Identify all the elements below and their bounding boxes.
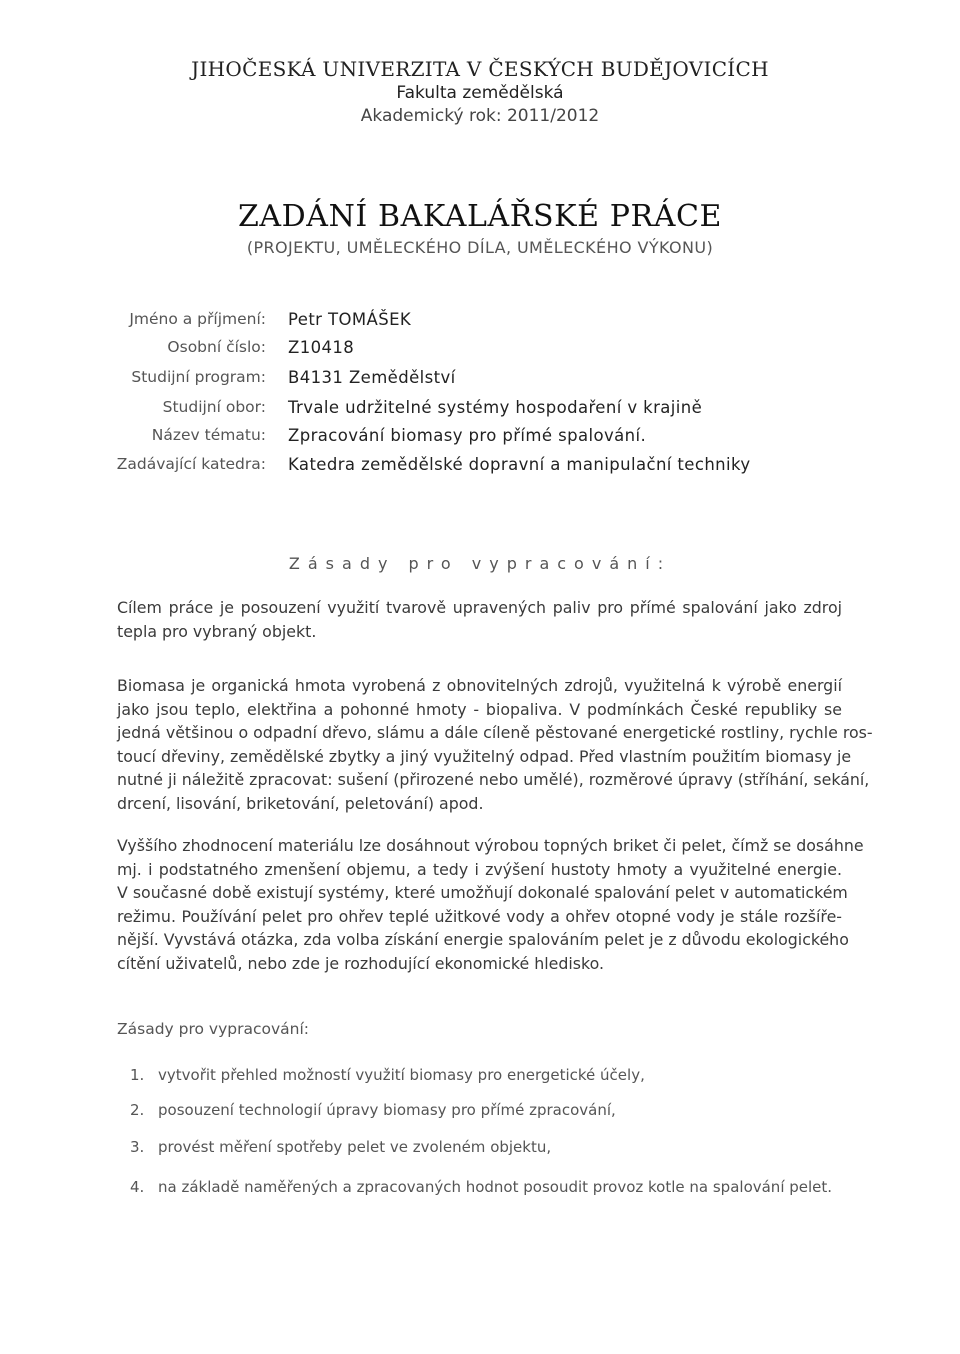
list-item-text: vytvořit přehled možností využití biomasy pro energetické účely, (158, 1066, 645, 1084)
list-item (130, 1101, 616, 1119)
document-title: ZADÁNÍ BAKALÁŘSKÉ PRÁCE (237, 199, 723, 234)
paragraph-line: režimu. Používání pelet pro ohřev teplé užitkové vody a ohřev otopné vody je stále rozšíře- (117, 906, 842, 926)
info-label: Zadávající katedra: (116, 455, 266, 473)
faculty-name: Fakulta zemědělská (396, 83, 564, 103)
paragraph-line: Cílem práce je posouzení využití tvarově upravených paliv pro přímé spalování jako zdroj (117, 598, 842, 617)
paragraph-line: jako jsou teplo, elektřina a pohonné hmoty - biopaliva. V podmínkách České republiky se (117, 699, 842, 719)
list-item-number: 3. (130, 1138, 145, 1156)
paragraph-line: Biomasa je organická hmota vyrobená z obnovitelných zdrojů, využitelná k výrobě energií (117, 676, 842, 695)
document-subtitle: (PROJEKTU, UMĚLECKÉHO DÍLA, UMĚLECKÉHO VÝKONU) (246, 238, 714, 257)
list-item-text: posouzení technologií úpravy biomasy pro přímé zpracování, (158, 1101, 616, 1119)
paragraph-line: V současné době existují systémy, které umožňují dokonalé spalování pelet v automatickém (117, 883, 848, 903)
info-label: Studijní program: (131, 368, 266, 386)
info-value: Z10418 (288, 338, 355, 357)
paragraph-biomass (117, 674, 873, 816)
paragraph-line: cítění uživatelů, nebo zde je rozhodující ekonomické hledisko. (117, 953, 605, 973)
academic-year: Akademický rok: 2011/2012 (360, 106, 600, 126)
info-label: Osobní číslo: (167, 338, 266, 356)
info-value: B4131 Zemědělství (288, 368, 456, 387)
paragraph-line: toucí dřeviny, zemědělské zbytky a jiný využitelný odpad. Před vlastním použitím biomasy je (117, 746, 852, 766)
info-value: Katedra zemědělské dopravní a manipulační techniky (288, 455, 751, 474)
paragraph-line: mj. i podstatného zmenšení objemu, a tedy i zvýšení hustoty hmoty a využitelné energie. (117, 859, 842, 879)
info-row-study-program (0, 368, 960, 398)
list-item-number: 1. (130, 1066, 145, 1084)
info-row-personal-number (0, 338, 960, 368)
paragraph-line: nutné ji náležitě zpracovat: sušení (přirozené nebo umělé), rozměrové úpravy (stříhání, sekání, (117, 770, 870, 790)
paragraph-pellets (117, 834, 864, 976)
paragraph-line: jedná většinou o odpadní dřevo, slámu a dále cíleně pěstované energetické rostliny, rychle ros- (117, 723, 873, 743)
paragraph-line: nější. Vyvstává otázka, zda volba získání energie spalováním pelet je z důvodu ekologického (117, 930, 849, 950)
list-item (130, 1178, 832, 1196)
paragraph-line: drcení, lisování, briketování, peletování) apod. (117, 793, 484, 813)
info-value: Zpracování biomasy pro přímé spalování. (288, 426, 647, 445)
list-item (130, 1138, 551, 1156)
info-row-topic (0, 426, 960, 456)
info-value: Trvale udržitelné systémy hospodaření v krajině (288, 398, 703, 417)
info-label: Studijní obor: (162, 398, 266, 416)
info-label: Název tématu: (151, 426, 266, 444)
paragraph-line: tepla pro vybraný objekt. (117, 621, 317, 641)
list-item-number: 2. (130, 1101, 145, 1119)
info-row-study-field (0, 398, 960, 428)
university-name: JIHOČESKÁ UNIVERZITA V ČESKÝCH BUDĚJOVICÍCH (191, 57, 769, 81)
list-item-text: provést měření spotřeby pelet ve zvoleném objektu, (158, 1138, 552, 1156)
paragraph-line: Vyššího zhodnocení materiálu lze dosáhnout výrobou topných briket či pelet, čímž se dosáhne (117, 836, 864, 855)
list-item-number: 4. (130, 1178, 145, 1196)
info-row-department (0, 455, 960, 485)
paragraph-goal (117, 596, 842, 643)
list-item-text: na základě naměřených a zpracovaných hodnot posoudit provoz kotle na spalování pelet. (158, 1178, 833, 1196)
section-heading: Zásady pro vypracování: (288, 554, 672, 573)
info-value: Petr TOMÁŠEK (288, 310, 412, 329)
info-row-name (0, 310, 960, 340)
guidelines-subheading: Zásady pro vypracování: (117, 1020, 309, 1038)
list-item (130, 1066, 645, 1084)
info-label: Jméno a příjmení: (129, 310, 266, 328)
